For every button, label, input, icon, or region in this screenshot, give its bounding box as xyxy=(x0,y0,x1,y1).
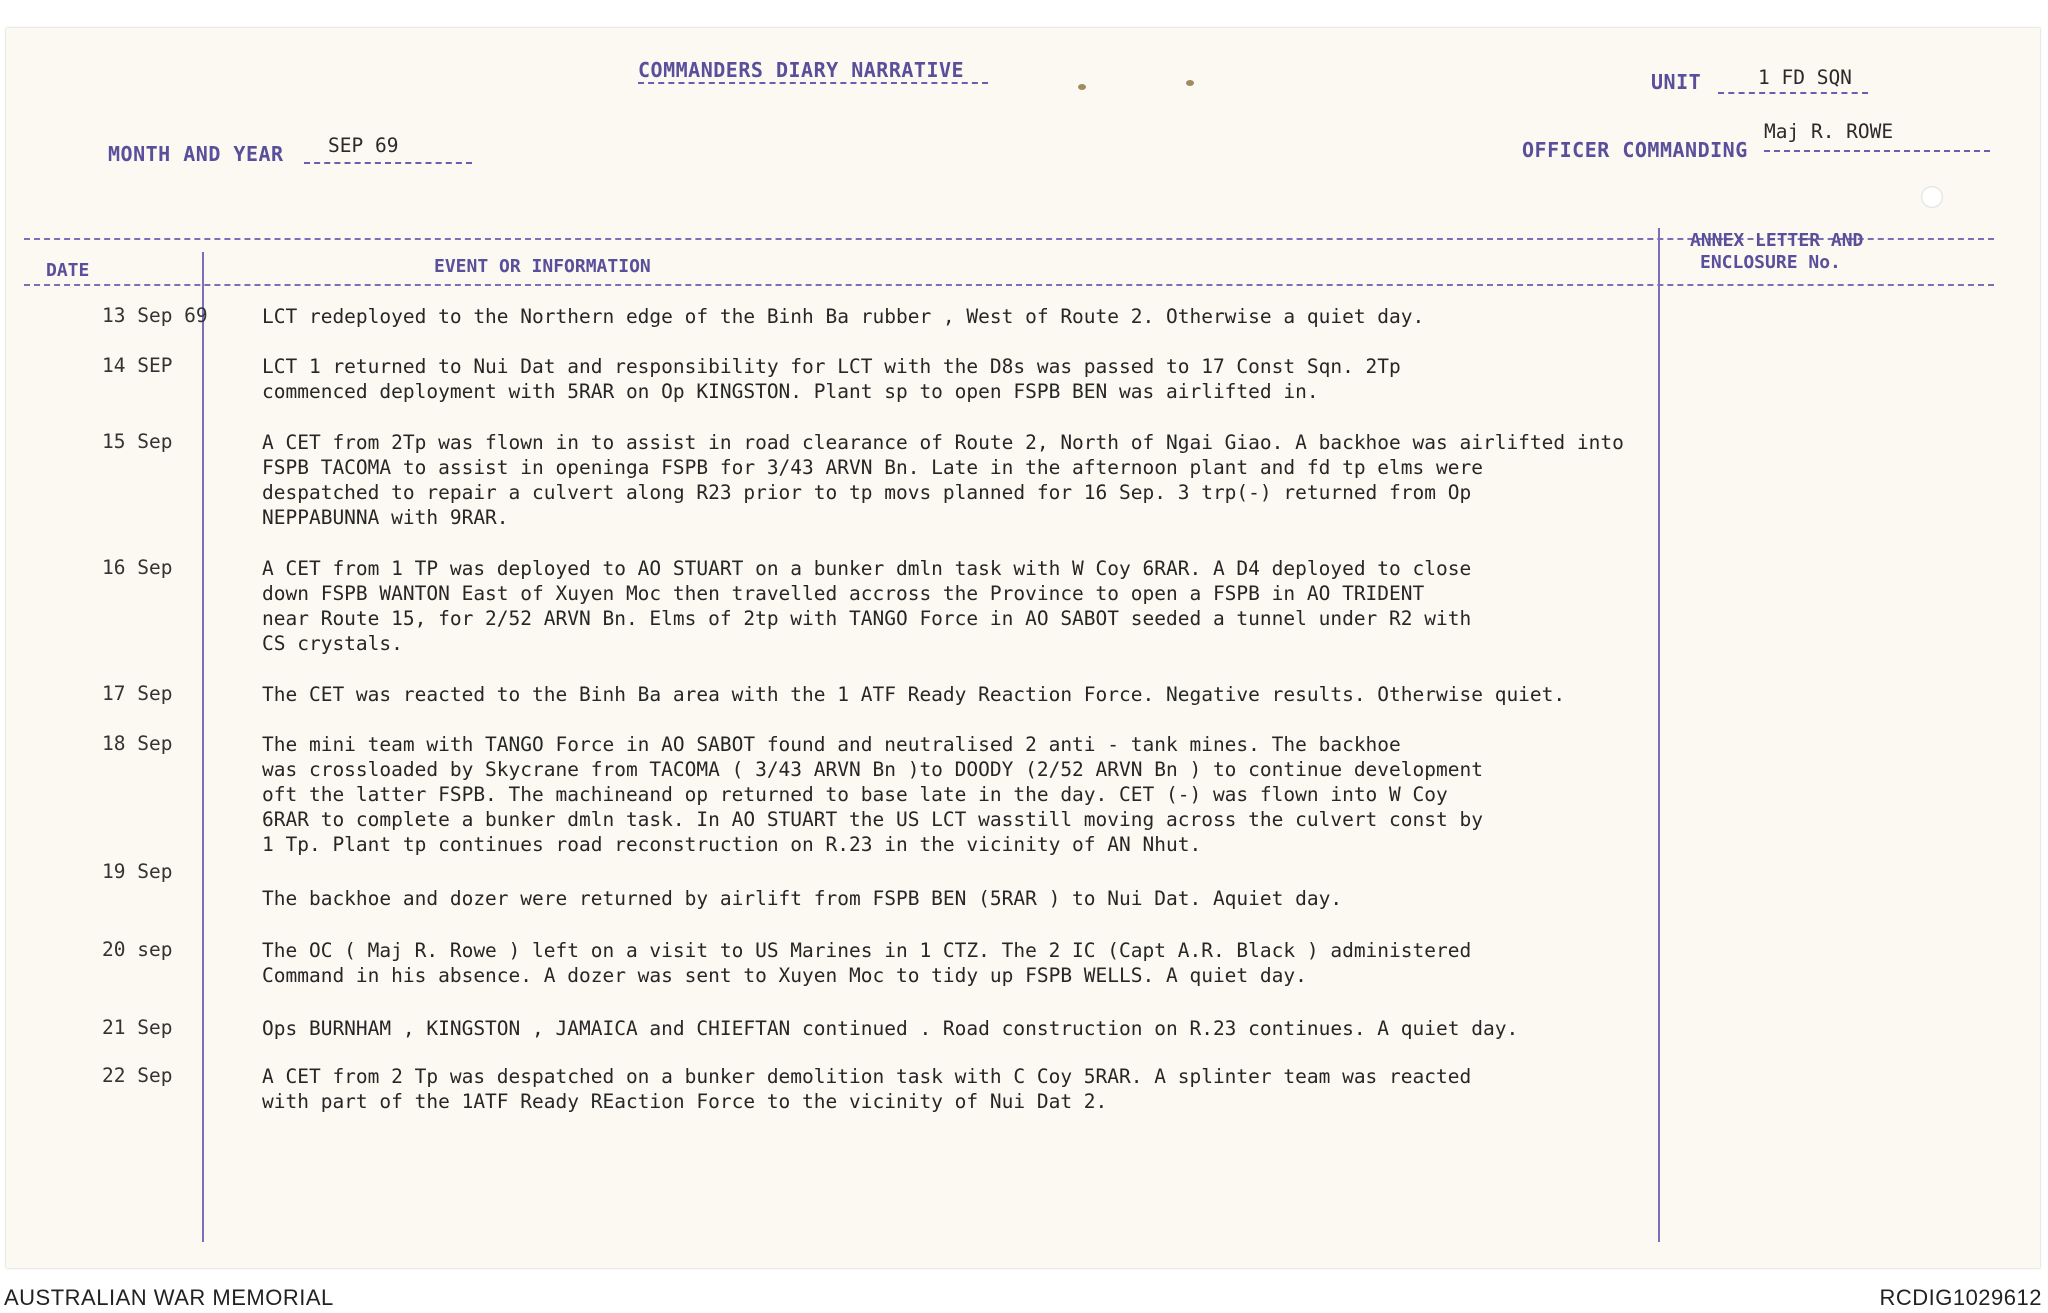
entry-text: The backhoe and dozer were returned by airlift from FSPB BEN (5RAR ) to Nui Dat. Aquiet day. xyxy=(262,887,1343,910)
paper-speck xyxy=(1078,84,1086,90)
entry-date: 15 Sep xyxy=(102,430,173,453)
column-header-date: DATE xyxy=(46,260,90,281)
footer-archive-name: AUSTRALIAN WAR MEMORIAL xyxy=(4,1285,334,1310)
entry-date: 16 Sep xyxy=(102,556,173,579)
entry-date: 19 Sep xyxy=(102,860,173,883)
unit-underline xyxy=(1718,92,1868,94)
title-underline xyxy=(638,82,988,84)
entry-date: 14 SEP xyxy=(102,354,173,377)
paper-speck xyxy=(1186,80,1194,86)
entry-date: 20 sep xyxy=(102,938,173,961)
entry-text: LCT redeployed to the Northern edge of the Binh Ba rubber , West of Route 2. Otherwise a quiet day. xyxy=(262,305,1425,328)
entry-text: The OC ( Maj R. Rowe ) left on a visit to US Marines in 1 CTZ. The 2 IC (Capt A.R. Black ) administered Command in his absence. A dozer was sent to Xuyen Moc to tidy up FSPB WELLS. A quiet day. xyxy=(262,939,1472,987)
entry-date: 13 Sep 69 xyxy=(102,304,208,327)
entry-text: A CET from 2Tp was flown in to assist in road clearance of Route 2, North of Ngai Giao. A backhoe was airlifted into FSPB TACOMA to assist in openinga FSPB for 3/43 ARVN Bn. Late in the afternoon plant and fd tp elms were despatched to repair a culvert along R23 prior to tp movs planned for 16 Sep. 3 trp(-) returned from Op NEPPABUNNA with 9RAR. xyxy=(262,431,1624,529)
entry-date: 22 Sep xyxy=(102,1064,173,1087)
entry-text: The CET was reacted to the Binh Ba area with the 1 ATF Ready Reaction Force. Negative results. Otherwise quiet. xyxy=(262,683,1566,706)
entry-text: Ops BURNHAM , KINGSTON , JAMAICA and CHIEFTAN continued . Road construction on R.23 continues. A quiet day. xyxy=(262,1017,1519,1040)
officer-value: Maj R. ROWE xyxy=(1764,120,1894,143)
entry-text: LCT 1 returned to Nui Dat and responsibility for LCT with the D8s was passed to 17 Const Sqn. 2Tp commenced deployment with 5RAR on Op KINGSTON. Plant sp to open FSPB BEN was airlifted in. xyxy=(262,355,1401,403)
month-year-underline xyxy=(304,162,472,164)
page-title: COMMANDERS DIARY NARRATIVE xyxy=(638,58,965,82)
entry-text: A CET from 2 Tp was despatched on a bunker demolition task with C Coy 5RAR. A splinter team was reacted with part of the 1ATF Ready REaction Force to the vicinity of Nui Dat 2. xyxy=(262,1065,1472,1113)
entry-text: A CET from 1 TP was deployed to AO STUART on a bunker dmln task with W Coy 6RAR. A D4 deployed to close down FSPB WANTON East of Xuyen Moc then travelled accross the Province to open a FSPB in AO TRIDENT near Route 15, for 2/52 ARVN Bn. Elms of 2tp with TANGO Force in AO SABOT seeded a tunnel under R2 with CS crystals. xyxy=(262,557,1472,655)
unit-value: 1 FD SQN xyxy=(1758,66,1852,89)
officer-label: OFFICER COMMANDING xyxy=(1522,138,1748,162)
entry-date: 17 Sep xyxy=(102,682,173,705)
punch-hole xyxy=(1921,186,1943,208)
column-header-annex-line2: ENCLOSURE No. xyxy=(1700,252,1841,273)
diary-page xyxy=(6,28,2040,1268)
entry-date: 18 Sep xyxy=(102,732,173,755)
unit-label: UNIT xyxy=(1651,70,1702,94)
column-header-annex-line1: ANNEX LETTER AND xyxy=(1690,230,1864,251)
month-year-value: SEP 69 xyxy=(328,134,399,157)
officer-underline xyxy=(1764,150,1990,152)
month-year-label: MONTH AND YEAR xyxy=(108,142,284,166)
footer-record-id: RCDIG1029612 xyxy=(1879,1285,2042,1310)
entry-date: 21 Sep xyxy=(102,1016,173,1039)
column-header-event: EVENT OR INFORMATION xyxy=(434,256,651,277)
entry-text: The mini team with TANGO Force in AO SABOT found and neutralised 2 anti - tank mines. The backhoe was crossloaded by Skycrane from TACOMA ( 3/43 ARVN Bn )to DOODY (2/52 ARVN Bn ) to continue development oft the latter FSPB. The machineand op returned to base late in the day. CET (-) was flown into W Coy 6RAR to complete a bunker dmln task. In AO STUART the US LCT wasstill moving across the culvert const by 1 Tp. Plant tp continues road reconstruction on R.23 in the vicinity of AN Nhut. xyxy=(262,733,1483,856)
column-header-rule xyxy=(24,284,1994,286)
